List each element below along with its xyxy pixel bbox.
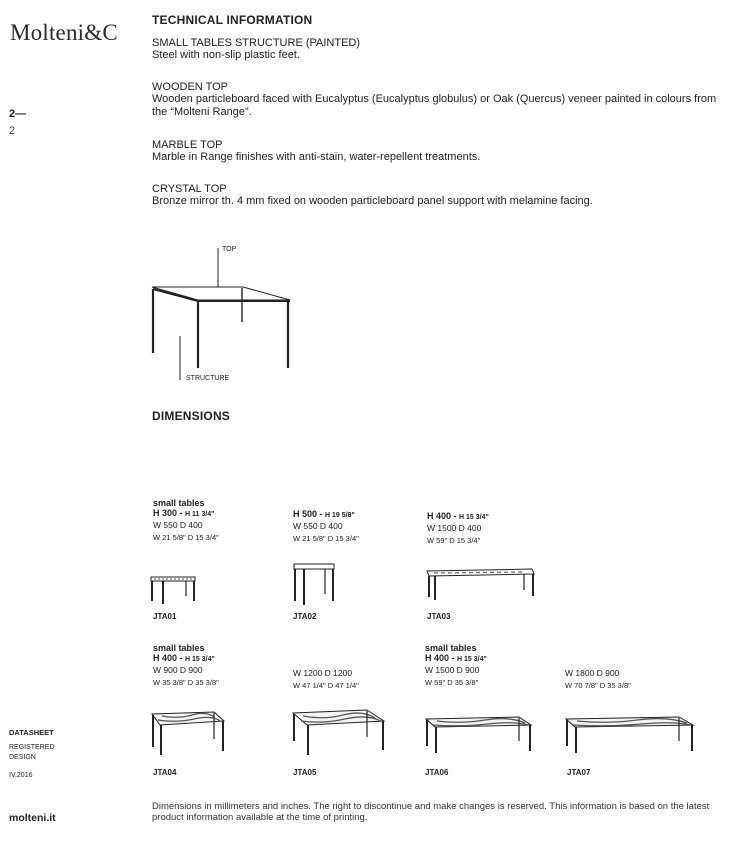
- datasheet-label: DATASHEET: [9, 728, 54, 737]
- structure-label: STRUCTURE: [186, 375, 230, 382]
- inch-dims: W 21 5/8" D 15 3/4": [153, 533, 219, 542]
- metric-dims: W 550 D 400: [293, 521, 343, 531]
- footer-note: Dimensions in millimeters and inches. The right to discontinue and make changes is reserved. This information is based on the latest product information available at the time of printing.: [152, 801, 710, 823]
- group-label: small tables: [153, 643, 205, 653]
- product-jta03-spec: [427, 512, 489, 545]
- jta04-drawing: [148, 709, 228, 759]
- section-text: Steel with non-slip plastic feet.: [152, 49, 300, 61]
- height-metric: H 400: [153, 653, 178, 663]
- page-number-sub: 2: [9, 125, 16, 137]
- section-marble-top: [152, 139, 732, 164]
- metric-dims: W 1800 D 900: [565, 668, 620, 678]
- product-jta02-spec: [293, 510, 359, 543]
- metric-dims: W 900 D 900: [153, 665, 203, 675]
- inch-dims: W 59" D 35 3/8": [425, 678, 479, 687]
- height-inches: H 11 3/4": [185, 511, 215, 518]
- top-label: TOP: [222, 246, 237, 253]
- height-inches: H 15 3/4": [457, 656, 487, 663]
- inch-dims: W 47 1/4" D 47 1/4": [293, 681, 359, 690]
- website-link[interactable]: molteni.it: [9, 812, 56, 824]
- height-spec: H 300 - H 11 3/4": [153, 508, 215, 518]
- group-label: small tables: [425, 643, 477, 653]
- table-structure-drawing: [140, 240, 300, 385]
- product-jta06-spec: [425, 644, 487, 687]
- section-text: Marble in Range finishes with anti-stain, water-repellent treatments.: [152, 151, 481, 163]
- jta01-drawing: [148, 574, 200, 608]
- product-code: JTA06: [425, 768, 449, 777]
- registered-label: REGISTERED: [9, 744, 55, 751]
- product-code: JTA03: [427, 612, 451, 621]
- height-spec: H 500 - H 19 5/8": [293, 509, 355, 519]
- section-structure: [152, 37, 732, 62]
- height-metric: H 400: [427, 511, 452, 521]
- section-text: Wooden particleboard faced with Eucalyptus (Eucalyptus globulus) or Oak (Quercus) veneer painted in colours from the “Molteni Range”.: [152, 93, 717, 118]
- section-crystal-top: [152, 183, 732, 208]
- metric-dims: W 1500 D 400: [427, 523, 482, 533]
- jta05-drawing: [289, 707, 389, 759]
- height-spec: H 400 - H 15 3/4": [427, 511, 489, 521]
- inch-dims: W 35 3/8" D 35 3/8": [153, 678, 219, 687]
- jta02-drawing: [291, 561, 339, 609]
- height-metric: H 500: [293, 509, 318, 519]
- section-heading: SMALL TABLES STRUCTURE (PAINTED): [152, 37, 361, 49]
- height-inches: H 19 5/8": [325, 512, 355, 519]
- product-code: JTA01: [153, 612, 177, 621]
- metric-dims: W 550 D 400: [153, 520, 203, 530]
- height-metric: H 400: [425, 653, 450, 663]
- inch-dims: W 59" D 15 3/4": [427, 536, 481, 545]
- section-heading: WOODEN TOP: [152, 81, 228, 93]
- product-jta04-spec: [153, 644, 219, 687]
- jta06-drawing: [421, 713, 535, 757]
- product-jta05-spec: [293, 669, 359, 690]
- dimensions-title: DIMENSIONS: [152, 409, 231, 423]
- height-inches: H 15 3/4": [185, 656, 215, 663]
- inch-dims: W 70 7/8" D 35 3/8": [565, 681, 631, 690]
- height-metric: H 300: [153, 508, 178, 518]
- height-spec: H 400 - H 15 3/4": [153, 653, 215, 663]
- section-heading: MARBLE TOP: [152, 139, 223, 151]
- inch-dims: W 21 5/8" D 15 3/4": [293, 534, 359, 543]
- jta03-drawing: [424, 565, 538, 605]
- metric-dims: W 1200 D 1200: [293, 668, 353, 678]
- height-inches: H 15 3/4": [459, 514, 489, 521]
- product-code: JTA05: [293, 768, 317, 777]
- product-code: JTA02: [293, 612, 317, 621]
- technical-info-title: TECHNICAL INFORMATION: [152, 13, 313, 27]
- product-code: JTA07: [567, 768, 591, 777]
- height-spec: H 400 - H 15 3/4": [425, 653, 487, 663]
- brand-logo: Molteni&C: [10, 20, 118, 45]
- product-jta07-spec: [565, 669, 631, 690]
- jta07-drawing: [561, 713, 697, 757]
- group-label: small tables: [153, 498, 205, 508]
- product-code: JTA04: [153, 768, 177, 777]
- edition-date: IV.2016: [9, 772, 33, 779]
- section-wooden-top: [152, 81, 732, 119]
- product-jta01-spec: [153, 499, 219, 542]
- page-number: 2—: [9, 108, 27, 120]
- section-text: Bronze mirror th. 4 mm fixed on wooden particleboard panel support with melamine facing.: [152, 195, 593, 207]
- section-heading: CRYSTAL TOP: [152, 183, 227, 195]
- metric-dims: W 1500 D 900: [425, 665, 480, 675]
- design-label: DESIGN: [9, 754, 36, 761]
